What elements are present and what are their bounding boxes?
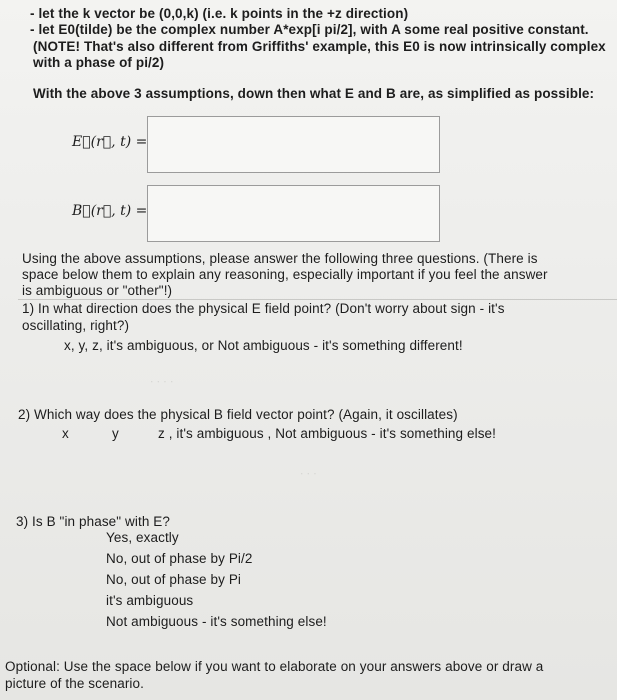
e-field-label: E⃗(r⃗, t) = xyxy=(72,134,148,150)
q2-question: 2) Which way does the physical B field vector point? (Again, it oscillates) xyxy=(18,407,458,422)
q3-option-4: it's ambiguous xyxy=(106,593,194,608)
q3-option-3: No, out of phase by Pi xyxy=(106,572,242,587)
bleed-through-1: . . . . xyxy=(150,378,174,392)
q3-question: 3) Is B "in phase" with E? xyxy=(16,514,171,529)
intro-line-1: - let the k vector be (0,0,k) (i.e. k points in the +z direction) xyxy=(30,6,409,21)
q3-option-2: No, out of phase by Pi/2 xyxy=(106,551,253,566)
q1-line-1: 1) In what direction does the physical E field point? (Don't worry about sign - it's xyxy=(22,301,505,316)
q1-line-2: oscillating, right?) xyxy=(22,318,130,333)
intro-line-4: with a phase of pi/2) xyxy=(33,55,165,70)
q2-option-z-rest: z , it's ambiguous , Not ambiguous - it's something else! xyxy=(158,426,497,441)
e-field-answer-box[interactable] xyxy=(147,116,440,173)
q2-option-y: y xyxy=(112,426,119,441)
q2-option-x: x xyxy=(62,426,69,441)
instruction-text: With the above 3 assumptions, down then what E and B are, as simplified as possible: xyxy=(33,86,595,101)
q1-options: x, y, z, it's ambiguous, or Not ambiguous - it's something different! xyxy=(64,338,463,353)
optional-line-2: picture of the scenario. xyxy=(5,676,144,691)
q3-option-5: Not ambiguous - it's something else! xyxy=(106,614,327,629)
q3-option-1: Yes, exactly xyxy=(106,530,179,545)
questions-intro-line-1: Using the above assumptions, please answer the following three questions. (There is xyxy=(22,251,538,266)
intro-line-3: (NOTE! That's also different from Griffiths' example, this E0 is now intrinsically complex xyxy=(33,39,606,54)
b-field-answer-box[interactable] xyxy=(147,185,440,242)
optional-line-1: Optional: Use the space below if you want to elaborate on your answers above or draw a xyxy=(5,659,544,674)
section-divider xyxy=(18,299,617,300)
bleed-through-2: . . . xyxy=(300,470,317,484)
questions-intro-line-2: space below them to explain any reasoning, especially important if you feel the answer xyxy=(22,267,548,282)
intro-line-2: - let E0(tilde) be the complex number A*exp[i pi/2], with A some real positive constant. xyxy=(30,22,589,37)
b-field-label: B⃗(r⃗, t) = xyxy=(72,203,148,219)
questions-intro-line-3: is ambiguous or "other"!) xyxy=(22,283,173,298)
